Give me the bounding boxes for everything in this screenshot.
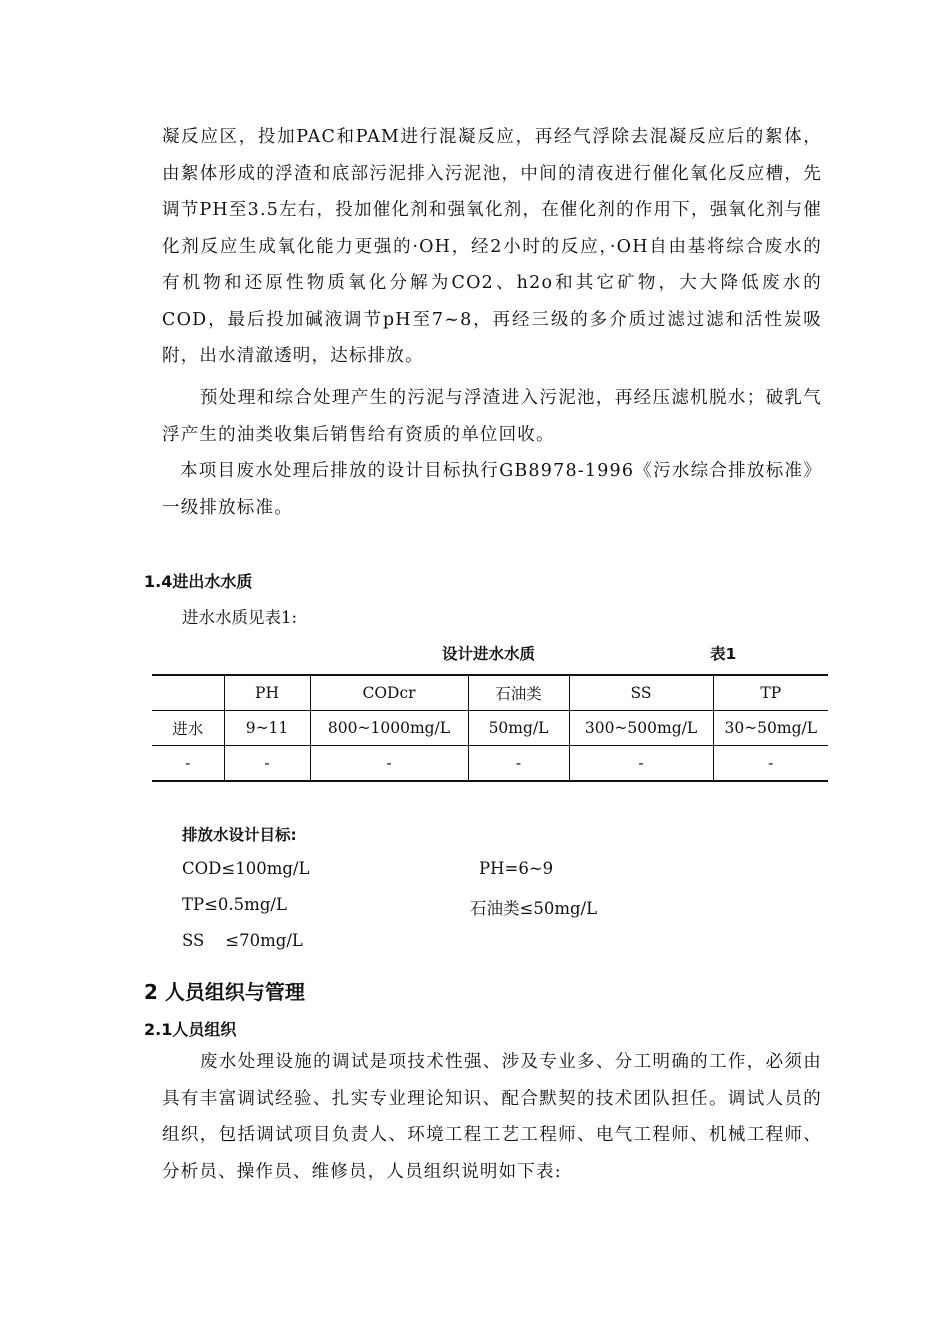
table-cell: 50mg/L xyxy=(468,711,569,746)
paragraph-discharge-standard: 本项目废水处理后排放的设计目标执行GB8978-1996《污水综合排放标准》一级排放标准。 xyxy=(162,461,822,518)
table-header-cell: TP xyxy=(713,675,828,711)
target-ss: SS ≤70mg/L xyxy=(182,931,303,950)
table-cell: 30~50mg/L xyxy=(713,711,828,746)
table-header-row xyxy=(152,675,828,711)
table-row xyxy=(152,711,828,746)
table-row xyxy=(152,746,828,782)
table-cell: 进水 xyxy=(152,711,224,746)
discharge-target-heading: 排放水设计目标: xyxy=(182,826,297,844)
target-oil: 石油类≤50mg/L xyxy=(470,899,598,918)
table-cell: 9~11 xyxy=(224,711,310,746)
target-cod: COD≤100mg/L xyxy=(182,859,310,878)
table-header-cell: 石油类 xyxy=(468,675,569,711)
table-cell: - xyxy=(310,746,468,782)
table-header-cell: CODcr xyxy=(310,675,468,711)
table-cell: - xyxy=(713,746,828,782)
section-heading-2: 2 人员组织与管理 xyxy=(144,980,305,1004)
table-header-cell: SS xyxy=(569,675,713,711)
target-tp: TP≤0.5mg/L xyxy=(182,895,287,914)
table-cell: - xyxy=(224,746,310,782)
paragraph-personnel-organization: 废水处理设施的调试是项技术性强、涉及专业多、分工明确的工作，必须由具有丰富调试经验、扎实专业理论知识、配合默契的技术团队担任。调试人员的组织，包括调试项目负责人、环境工程工艺工程师、电气工程师、机械工程师、分析员、操作员、维修员，人员组织说明如下表: xyxy=(162,1052,822,1182)
table-header-cell: PH xyxy=(224,675,310,711)
table-cell: - xyxy=(569,746,713,782)
section-heading-2-1: 2.1人员组织 xyxy=(144,1020,237,1039)
table-number: 表1 xyxy=(710,645,737,663)
table-cell: - xyxy=(152,746,224,782)
influent-quality-table xyxy=(152,674,828,782)
table-intro-text: 进水水质见表1: xyxy=(182,608,298,627)
target-ph: PH=6~9 xyxy=(479,859,554,878)
table-header-cell xyxy=(152,675,224,711)
table-cell: 300~500mg/L xyxy=(569,711,713,746)
section-heading-1-4: 1.4进出水水质 xyxy=(144,572,253,591)
paragraph-sludge-handling: 预处理和综合处理产生的污泥与浮渣进入污泥池，再经压滤机脱水；破乳气浮产生的油类收集后销售给有资质的单位回收。 xyxy=(162,388,822,445)
table-title: 设计进水水质 xyxy=(442,645,536,663)
paragraph-process-description: 凝反应区，投加PAC和PAM进行混凝反应，再经气浮除去混凝反应后的絮体，由絮体形成的浮渣和底部污泥排入污泥池，中间的清夜进行催化氧化反应槽，先调节PH至3.5左右，投加催化剂和强氧化剂，在催化剂的作用下，强氧化剂与催化剂反应生成氧化能力更强的·OH，经2小时的反应，·OH自由基将综合废水的有机物和还原性物质氧化分解为CO2、h2o和其它矿物，大大降低废水的COD，最后投加碱液调节pH至7~8，再经三级的多介质过滤过滤和活性炭吸附，出水清澈透明，达标排放。 xyxy=(162,127,822,366)
table-cell: - xyxy=(468,746,569,782)
table-cell: 800~1000mg/L xyxy=(310,711,468,746)
